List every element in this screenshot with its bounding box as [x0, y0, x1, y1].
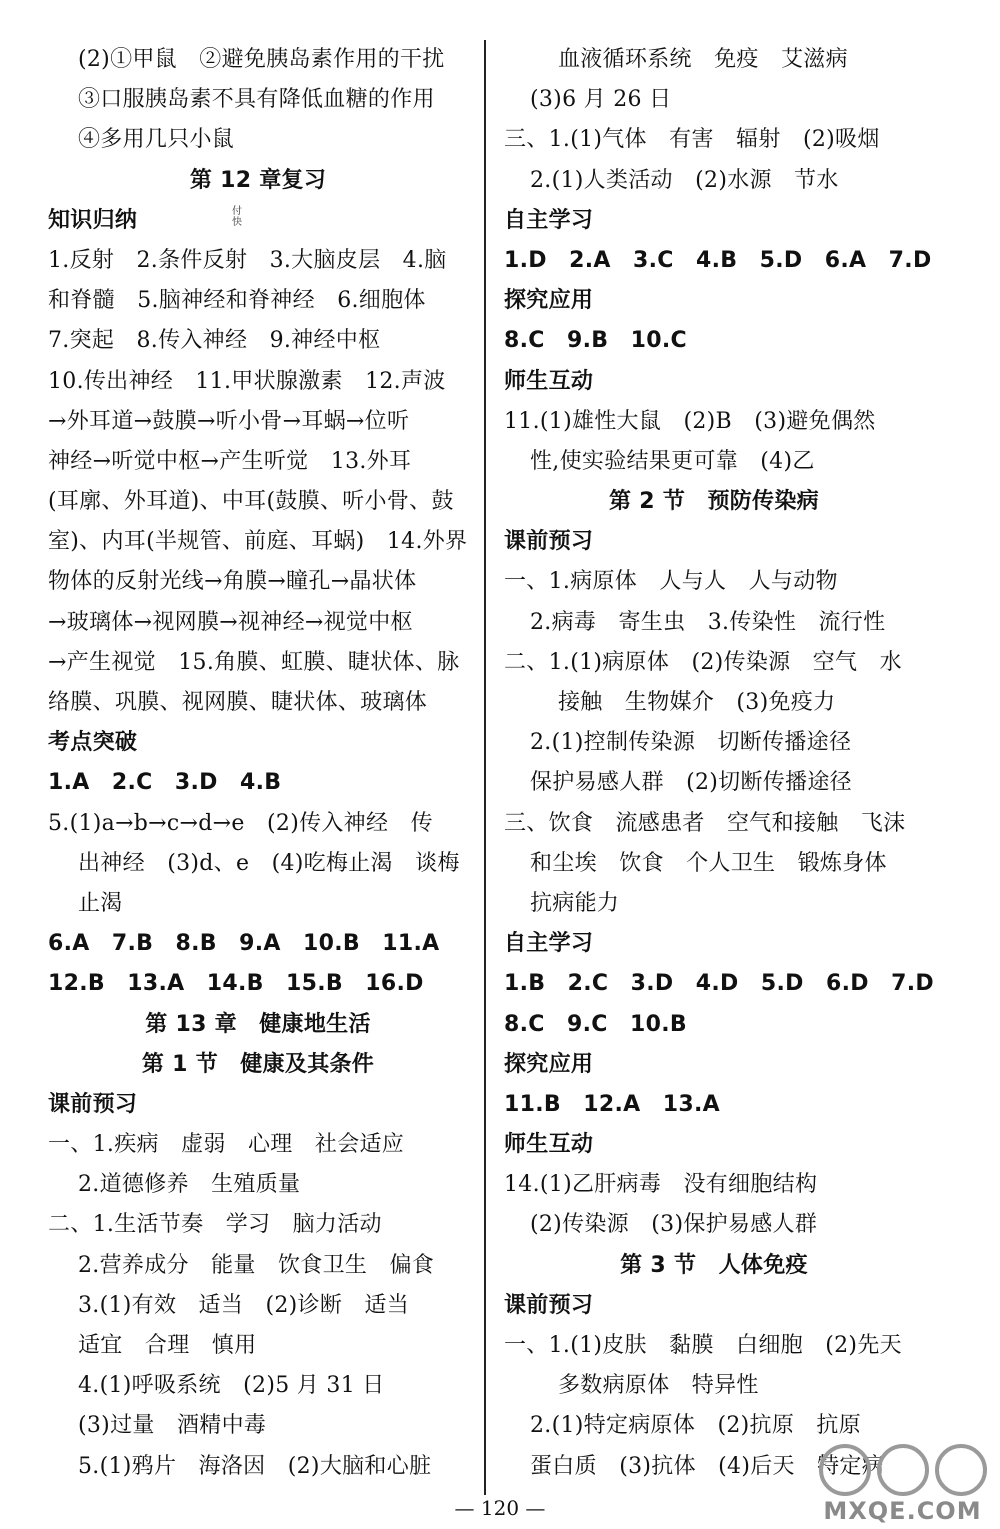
- watermark-logo-icon: [815, 1440, 990, 1500]
- left-column: [48, 40, 468, 1487]
- text-line: 6.A 7.B 8.B 9.A 10.B 11.A: [48, 931, 440, 957]
- text-line: 二、1.(1)病原体 (2)传染源 空气 水: [504, 649, 902, 675]
- text-line: 1.A 2.C 3.D 4.B: [48, 770, 282, 796]
- text-line: 二、1.生活节奏 学习 脑力活动: [48, 1212, 382, 1238]
- text-line: →外耳道→鼓膜→听小骨→耳蜗→位听: [48, 408, 410, 434]
- text-line: 2.(1)人类活动 (2)水源 节水: [530, 167, 839, 193]
- section-heading: 第 13 章 健康地生活: [145, 1011, 371, 1037]
- section-heading: 课前预习: [504, 1292, 594, 1318]
- section-heading: 探究应用: [504, 288, 594, 314]
- text-line: 三、1.(1)气体 有害 辐射 (2)吸烟: [504, 127, 880, 153]
- text-line: 2.道德修养 生殖质量: [78, 1172, 301, 1198]
- section-heading: 课前预习: [48, 1091, 138, 1117]
- section-heading: 第 2 节 预防传染病: [609, 489, 819, 515]
- section-heading: 自主学习: [504, 931, 594, 957]
- section-heading: 自主学习: [504, 207, 594, 233]
- section-heading: 第 1 节 健康及其条件: [141, 1051, 375, 1077]
- text-line: 多数病原体 特异性: [558, 1373, 759, 1399]
- text-line: 适宜 合理 慎用: [78, 1333, 257, 1358]
- text-line: ④多用几只小鼠: [78, 127, 235, 153]
- text-line: 抗病能力: [530, 890, 620, 916]
- text-line: (3)6 月 26 日: [530, 87, 672, 113]
- text-line: 5.(1)鸦片 海洛因 (2)大脑和心脏: [78, 1453, 432, 1479]
- text-line: 物体的反射光线→角膜→瞳孔→晶状体: [48, 569, 417, 595]
- text-line: 8.C 9.B 10.C: [504, 328, 687, 354]
- text-line: 络膜、巩膜、视网膜、睫状体、玻璃体: [48, 690, 428, 715]
- page-number: — 120 —: [454, 1496, 546, 1520]
- text-line: 2.(1)控制传染源 切断传播途径: [530, 730, 852, 756]
- text-line: (2)①甲鼠 ②避免胰岛素作用的干扰: [78, 47, 445, 72]
- text-line: (3)过量 酒精中毒: [78, 1413, 267, 1439]
- section-heading: 师生互动: [504, 368, 594, 394]
- text-line: 神经→听觉中枢→产生听觉 13.外耳: [48, 448, 412, 474]
- text-line: 1.D 2.A 3.C 4.B 5.D 6.A 7.D: [504, 247, 932, 273]
- watermark: [815, 1440, 990, 1525]
- text-line: 8.C 9.C 10.B: [504, 1011, 687, 1037]
- section-heading: 考点突破: [48, 730, 138, 756]
- text-line: 三、饮食 流感患者 空气和接触 飞沫: [504, 810, 906, 836]
- text-line: 和脊髓 5.脑神经和脊神经 6.细胞体: [48, 288, 426, 314]
- watermark-text: MXQE.COM: [823, 1497, 982, 1525]
- text-line: 保护易感人群 (2)切断传播途径: [530, 770, 852, 796]
- text-line: 接触 生物媒介 (3)免疫力: [558, 690, 836, 715]
- text-line: 出神经 (3)d、e (4)吃梅止渴 谈梅: [78, 850, 460, 876]
- margin-mark: 付快: [232, 206, 242, 228]
- section-heading: 第 12 章复习: [189, 167, 327, 193]
- text-line: 1.反射 2.条件反射 3.大脑皮层 4.脑: [48, 247, 447, 273]
- text-line: 10.传出神经 11.甲状腺激素 12.声波: [48, 368, 446, 394]
- section-heading: 师生互动: [504, 1132, 594, 1158]
- text-line: 一、1.病原体 人与人 人与动物: [504, 569, 838, 595]
- section-heading: 第 3 节 人体免疫: [620, 1252, 808, 1278]
- text-line: 一、1.疾病 虚弱 心理 社会适应: [48, 1132, 405, 1158]
- text-line: 4.(1)呼吸系统 (2)5 月 31 日: [78, 1373, 385, 1399]
- section-heading: 课前预习: [504, 529, 594, 555]
- right-column: [504, 40, 934, 1487]
- text-line: 1.B 2.C 3.D 4.D 5.D 6.D 7.D: [504, 971, 934, 997]
- text-line: 12.B 13.A 14.B 15.B 16.D: [48, 971, 424, 997]
- text-line: 和尘埃 饮食 个人卫生 锻炼身体: [530, 850, 887, 876]
- text-line: 5.(1)a→b→c→d→e (2)传入神经 传: [48, 810, 433, 836]
- text-line: 2.营养成分 能量 饮食卫生 偏食: [78, 1252, 435, 1278]
- text-line: ③口服胰岛素不具有降低血糖的作用: [78, 87, 435, 113]
- text-line: 11.B 12.A 13.A: [504, 1091, 720, 1117]
- column-divider: [484, 40, 486, 1495]
- text-line: (2)传染源 (3)保护易感人群: [530, 1212, 818, 1238]
- text-line: (耳廓、外耳道)、中耳(鼓膜、听小骨、鼓: [48, 489, 454, 515]
- text-line: 11.(1)雄性大鼠 (2)B (3)避免偶然: [504, 408, 876, 434]
- text-line: 3.(1)有效 适当 (2)诊断 适当: [78, 1292, 410, 1318]
- text-line: 血液循环系统 免疫 艾滋病: [558, 47, 848, 72]
- text-line: 2.病毒 寄生虫 3.传染性 流行性: [530, 609, 886, 635]
- section-heading: 知识归纳: [48, 207, 138, 233]
- text-line: 性,使实验结果更可靠 (4)乙: [530, 448, 815, 474]
- text-line: 7.突起 8.传入神经 9.神经中枢: [48, 328, 381, 354]
- text-line: →产生视觉 15.角膜、虹膜、睫状体、脉: [48, 649, 460, 675]
- text-line: 止渴: [78, 890, 123, 916]
- text-line: →玻璃体→视网膜→视神经→视觉中枢: [48, 609, 413, 635]
- text-line: 2.(1)特定病原体 (2)抗原 抗原: [530, 1413, 862, 1439]
- text-line: 室)、内耳(半规管、前庭、耳蜗) 14.外界: [48, 529, 468, 555]
- text-line: 蛋白质 (3)抗体 (4)后天 特定病: [530, 1453, 885, 1479]
- text-line: 一、1.(1)皮肤 黏膜 白细胞 (2)先天: [504, 1333, 902, 1358]
- text-line: 14.(1)乙肝病毒 没有细胞结构: [504, 1172, 818, 1198]
- section-heading: 探究应用: [504, 1051, 594, 1077]
